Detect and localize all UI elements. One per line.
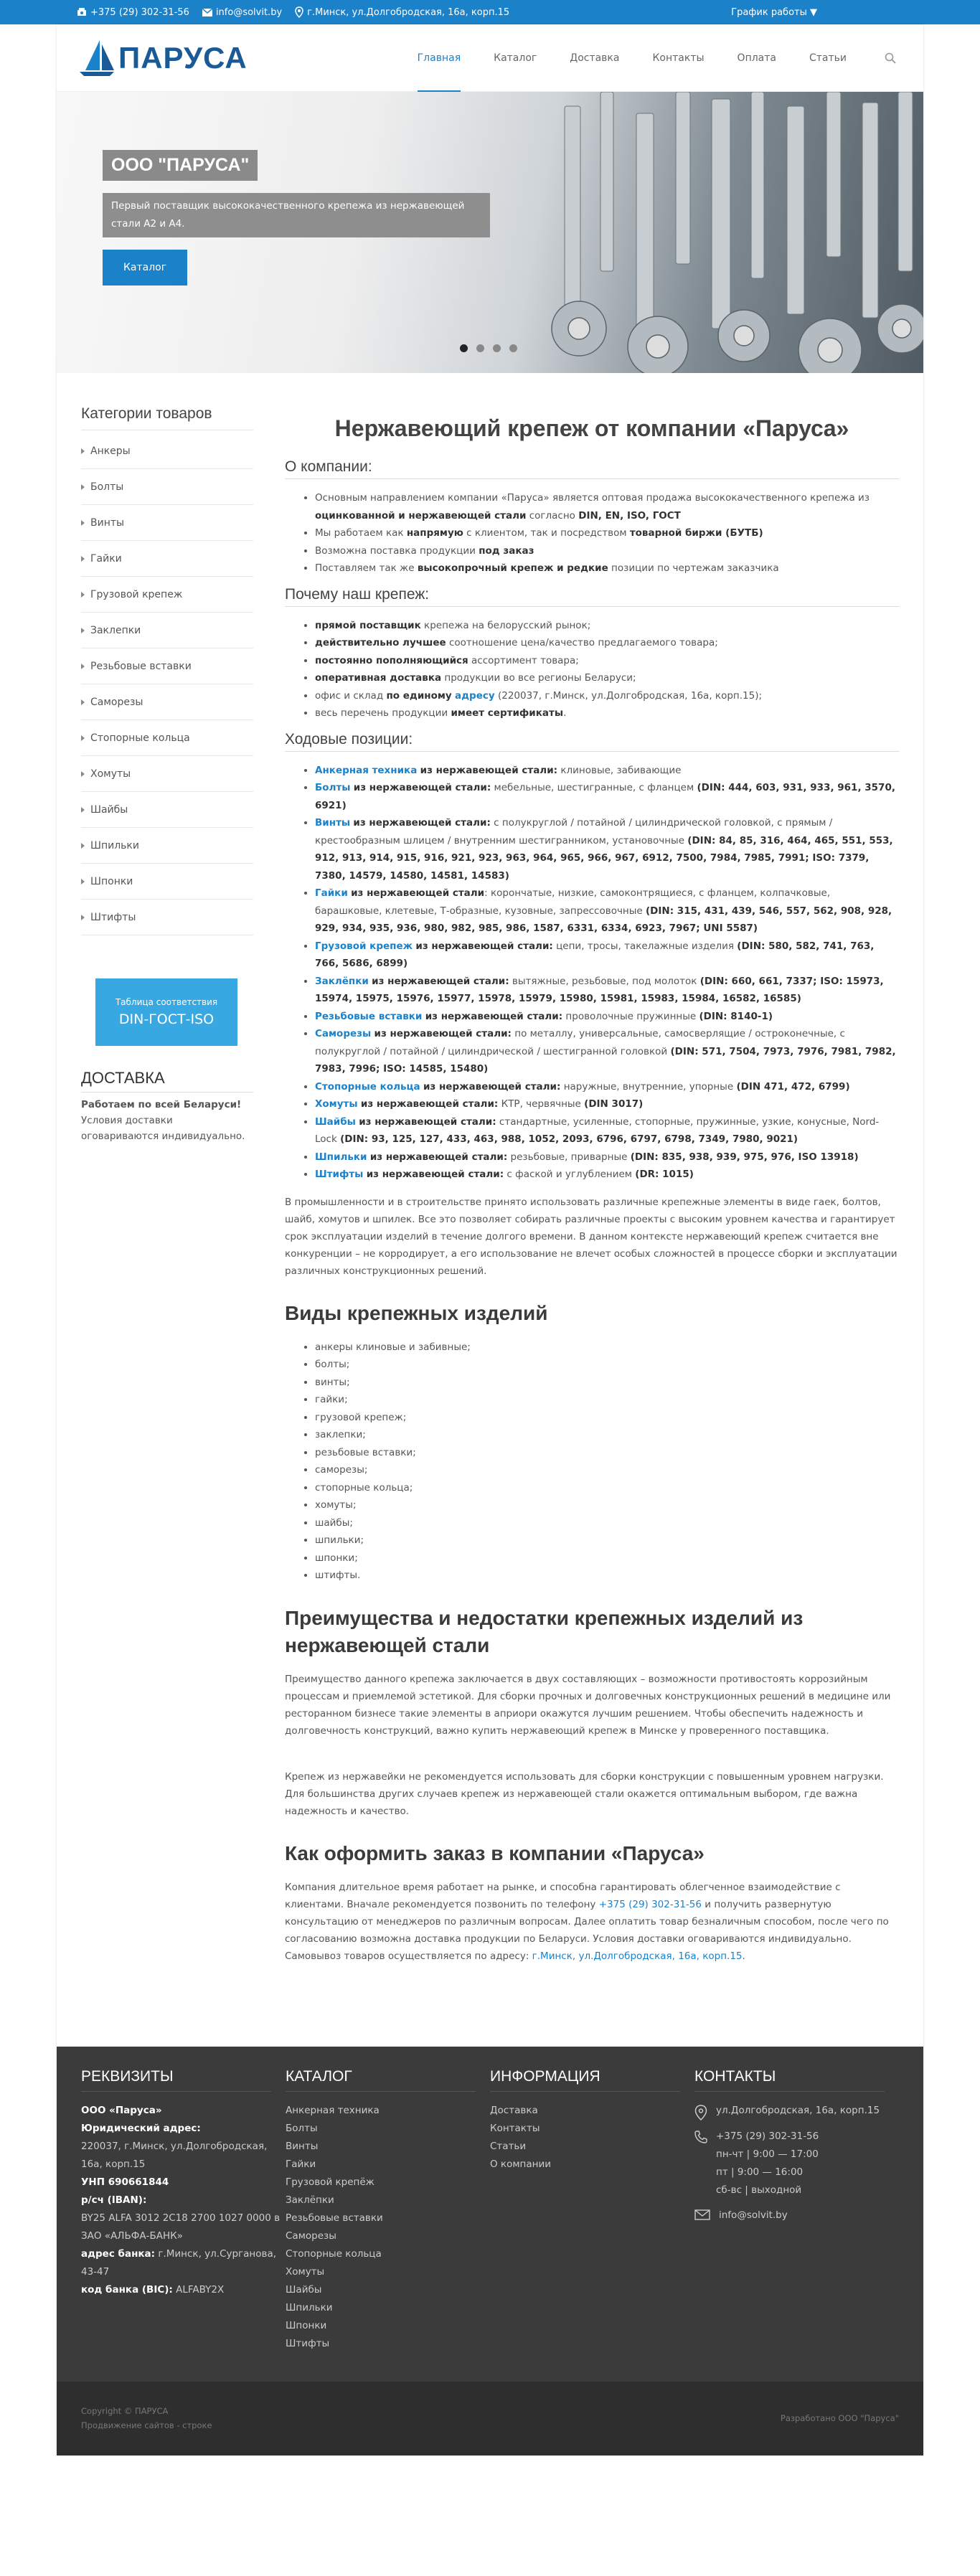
envelope-icon xyxy=(694,2209,710,2220)
developer-link[interactable]: Разработано ООО "Паруса" xyxy=(780,2413,899,2423)
link-bolts[interactable]: Болты xyxy=(315,782,351,793)
nav-contacts[interactable]: Контакты xyxy=(652,52,705,64)
contact-email xyxy=(694,2207,899,2224)
slider-dot[interactable] xyxy=(476,344,484,352)
footer-catalog-link[interactable]: Штифты xyxy=(286,2337,330,2349)
phone-icon xyxy=(77,8,87,16)
contact-phone-link[interactable]: +375 (29) 302-31-56 xyxy=(716,2130,819,2142)
nav-articles[interactable]: Статьи xyxy=(809,52,847,64)
positions-title: Ходовые позиции: xyxy=(285,731,899,752)
hero-slider xyxy=(57,92,923,373)
sidebar-item-washers[interactable]: Шайбы xyxy=(81,792,253,828)
footer xyxy=(57,2047,923,2382)
map-pin-icon xyxy=(295,6,303,18)
list-item: • Саморезы из нержавеющей стали: по металлу, универсальные, самосверлящие / остроконечные, с полукруглой / потайной / цилиндрической / шестигранной головкой (DIN: 571, 7504, 7973, 7976, 7981, 7982, 7983, 7996; ISO: 14585, 15480) xyxy=(315,1025,899,1078)
list-item: • грузовой крепеж; xyxy=(315,1409,899,1427)
req-iban-label: р/сч (IBAN): xyxy=(81,2194,147,2206)
bottom-bar xyxy=(57,2382,923,2455)
req-unp: УНП 690661844 xyxy=(81,2176,169,2188)
pros-title: Преимущества и недостатки крепежных изделий из нержавеющей стали xyxy=(285,1606,804,1656)
sidebar-item-retaining-rings[interactable]: Стопорные кольца xyxy=(81,720,253,756)
contact-hours-3: сб-вс | выходной xyxy=(716,2184,802,2196)
list-item: • Мы работаем как напрямую с клиентом, так и посредством товарной биржи (БУТБ) xyxy=(315,524,899,542)
list-item: • Основным направлением компании «Паруса» является оптовая продажа высококачественного крепежа из оцинкованной и нержавеющей стали согласно DIN, EN, ISO, ГОСТ xyxy=(315,489,899,524)
footer-catalog-link[interactable]: Винты xyxy=(286,2140,319,2152)
slider-dot[interactable] xyxy=(493,344,501,352)
list-item: • Болты из нержавеющей стали: мебельные, шестигранные, с фланцем (DIN: 444, 603, 931, 933, 961, 3570, 6921) xyxy=(315,779,899,814)
order-title: Как оформить заказ в компании «Паруса» xyxy=(285,1841,705,1864)
sidebar-item-pins[interactable]: Штифты xyxy=(81,900,253,935)
slider-dots xyxy=(460,344,517,352)
list-item: • гайки; xyxy=(315,1391,899,1409)
footer-info-link[interactable]: Контакты xyxy=(490,2122,540,2134)
why-title: Почему наш крепеж: xyxy=(285,586,899,607)
phone-icon xyxy=(694,2131,707,2143)
link-nuts[interactable]: Гайки xyxy=(315,887,348,899)
order-text-1: Компания длительное время работает на рынке, и способна гарантировать облегченное взаимодействие с клиентами. Вначале рекомендуется позвонить по телефону xyxy=(285,1881,841,1910)
footer-catalog-link[interactable]: Стопорные кольца xyxy=(286,2247,382,2260)
list-item: • штифты. xyxy=(315,1567,899,1585)
req-bic-label: код банка (BIC): xyxy=(81,2283,173,2296)
envelope-icon xyxy=(202,9,212,16)
header xyxy=(57,24,923,92)
link-washers[interactable]: Шайбы xyxy=(315,1115,356,1128)
link-studs[interactable]: Шпильки xyxy=(315,1151,367,1163)
footer-catalog-link[interactable]: Грузовой крепёж xyxy=(286,2176,374,2188)
about-list xyxy=(285,489,899,577)
topbar-phone[interactable] xyxy=(77,7,189,18)
req-bic: ALFABY2X xyxy=(172,2283,225,2296)
list-item: • прямой поставщик крепежа на белорусский рынок; xyxy=(315,617,899,635)
footer-info-link[interactable]: Доставка xyxy=(490,2104,538,2116)
list-item: • весь перечень продукции имеет сертификаты. xyxy=(315,704,899,722)
req-iban: BY25 ALFA 3012 2C18 2700 1027 0000 в ЗАО «АЛЬФА-БАНК» xyxy=(81,2212,281,2242)
list-item: • шпонки; xyxy=(315,1549,899,1567)
order-text-end: . xyxy=(742,1950,745,1962)
footer-contacts xyxy=(694,2068,899,2353)
sidebar-item-clamps[interactable]: Хомуты xyxy=(81,756,253,792)
req-bank: г.Минск, ул.Сурганова, 43-47 xyxy=(81,2247,277,2278)
hero-text: Первый поставщик высококачественного крепежа из нержавеющей стали А2 и А4. xyxy=(103,193,490,237)
footer-catalog-link[interactable]: Заклёпки xyxy=(286,2194,334,2206)
topbar xyxy=(0,0,980,24)
search-button[interactable] xyxy=(885,52,896,64)
link-self-tapping[interactable]: Саморезы xyxy=(315,1028,372,1039)
about-title: О компании: xyxy=(285,458,899,479)
list-item: • Штифты из нержавеющей стали: с фаской и углублением (DR: 1015) xyxy=(315,1166,899,1184)
list-item: • Шпильки из нержавеющей стали: резьбовые, приварные (DIN: 835, 938, 939, 975, 976, ISO 13918) xyxy=(315,1148,899,1166)
delivery-bold: Работаем по всей Беларуси! xyxy=(81,1099,242,1110)
sidebar xyxy=(81,405,253,1975)
main-nav xyxy=(401,24,863,92)
link-inserts[interactable]: Резьбовые вставки xyxy=(315,1010,423,1022)
topbar-phone-text: +375 (29) 302-31-56 xyxy=(90,6,189,18)
link-clamps[interactable]: Хомуты xyxy=(315,1098,358,1110)
content xyxy=(57,373,923,2047)
list-item: • анкеры клиновые и забивные; xyxy=(315,1339,899,1357)
req-company: ООО «Паруса» xyxy=(81,2104,162,2116)
order-text-2: и получить развернутую консультацию от менеджеров по различным вопросам. Далее оплатить товар безналичным способом, после чего по согласованию возможна доставка продукции по Беларуси. Условия доставки оговариваются индивидуально. Самовывоз товаров осуществляется по адресу: xyxy=(285,1898,889,1962)
contact-hours-2: пт | 9:00 — 16:00 xyxy=(716,2166,804,2178)
req-addr: 220037, г.Минск, ул.Долгобродская, 16а, корп.15 xyxy=(81,2140,268,2170)
req-bank-label: адрес банка: xyxy=(81,2247,156,2260)
sidebar-item-self-tapping[interactable]: Саморезы xyxy=(81,684,253,720)
footer-contacts-title: КОНТАКТЫ xyxy=(694,2068,885,2092)
footer-catalog-link[interactable]: Хомуты xyxy=(286,2265,325,2278)
page xyxy=(57,24,923,2455)
page-title: Нержавеющий крепеж от компании «Парусa» xyxy=(334,415,849,441)
list-item: • резьбовые вставки; xyxy=(315,1444,899,1462)
list-item: • Шайбы из нержавеющей стали: стандартные, усиленные, стопорные, пружинные, узкие, конусные, Nord-Lock (DIN: 93, 125, 127, 433, 463, 988, 1052, 2093, 6796, 6797, 6798, 7349, 7980, 9021) xyxy=(315,1113,899,1148)
list-item: • стопорные кольца; xyxy=(315,1479,899,1497)
contact-address-text: ул.Долгобродская, 16а, корп.15 xyxy=(716,2104,880,2116)
bolts-image xyxy=(522,92,923,373)
pros-paragraph-1: Преимущество данного крепежа заключается в двух составляющих – возможности противостоять коррозийным процессам и приемлемой эстетикой. Для сборки прочных и долговечных конструкционных решений в медицине или ресторанном бизнесе такие элементы в априори окажутся лучшим решением. Чтобы обеспечить надежность и долговечность конструкций, важно купить нержавеющий крепеж в Минске у проверенного поставщика. xyxy=(285,1673,891,1737)
list-item: • Резьбовые вставки из нержавеющей стали: проволочные пружинные (DIN: 8140-1) xyxy=(315,1008,899,1026)
link-pins[interactable]: Штифты xyxy=(315,1169,364,1180)
footer-info-link[interactable]: Статьи xyxy=(490,2140,527,2152)
sidebar-item-inserts[interactable]: Резьбовые вставки xyxy=(81,648,253,684)
delivery-block xyxy=(81,1069,253,1144)
footer-catalog-link[interactable]: Болты xyxy=(286,2122,318,2134)
delivery-title: ДОСТАВКА xyxy=(81,1069,253,1093)
intro-paragraph: В промышленности и в строительстве принято использовать различные крепежные элементы в виде гаек, болтов, шайб, хомутов и шпилек. Все это позволяет собирать различные проекты с высоким уровнем качества и гарантирует срок эксплуатации изделий в течение долгого времени. В данном контексте нержавеющий крепеж считается вне конкуренции – не корродирует, а его использование не влечет особых сложностей в процессе сборки и эксплуатации различных конструкционных решений. xyxy=(285,1196,897,1277)
list-item: • заклепки; xyxy=(315,1426,899,1444)
slider-dot[interactable] xyxy=(460,344,468,352)
logo-text: ПАРУСА xyxy=(118,40,248,75)
sidebar-item-cargo[interactable]: Грузовой крепеж xyxy=(81,577,253,613)
list-item: • болты; xyxy=(315,1356,899,1374)
sidebar-item-nuts[interactable]: Гайки xyxy=(81,541,253,577)
list-item: • хомуты; xyxy=(315,1496,899,1514)
copyright: Copyright © ПАРУСА xyxy=(81,2406,169,2416)
list-item: • винты; xyxy=(315,1374,899,1392)
footer-info-title: ИНФОРМАЦИЯ xyxy=(490,2068,680,2092)
sail-logo-icon xyxy=(78,39,116,77)
list-item: • оперативная доставка продукции во все регионы Беларуси; xyxy=(315,669,899,687)
topbar-address xyxy=(295,6,509,18)
nav-home[interactable]: Главная xyxy=(401,24,477,92)
order-paragraph xyxy=(285,1879,899,1965)
list-item: • офис и склад по единому адресу (220037, г.Минск, ул.Долгобродская, 16а, корп.15); xyxy=(315,687,899,705)
list-item: • Винты из нержавеющей стали: с полукруглой / потайной / цилиндрической головкой, с прямым / крестообразным шлицем / внутренним шестигранником, установочные (DIN: 84, 85, 316, 464, 465, 551, 553, 912, 913, 914, 915, 916, 921, 923, 963, 964, 965, 966, 967, 6912, 7500, 7984, 7985, 7991; ISO: 7379, 7380, 14579, 14580, 14581, 14583) xyxy=(315,814,899,884)
gost-line2: DIN-ГОСТ-ISO xyxy=(118,1011,215,1027)
types-title: Виды крепежных изделий xyxy=(285,1301,548,1324)
footer-requisites xyxy=(81,2068,286,2353)
req-addr-label: Юридический адрес: xyxy=(81,2122,201,2134)
gost-line1: Таблица соответствия xyxy=(115,997,218,1007)
pros-paragraph-2: Крепеж из нержавейки не рекомендуется использовать для сборки конструкции с повышенным уровнем нагрузки. Для большинства других случаев крепеж из нержавеющей стали окажется оптимальным выбором, где важна надежность и качество. xyxy=(285,1770,884,1817)
list-item: • Стопорные кольца из нержавеющей стали: наружные, внутренние, упорные (DIN 471, 472, 6799) xyxy=(315,1078,899,1096)
hero-catalog-button[interactable]: Каталог xyxy=(103,250,187,286)
list-item: • Заклёпки из нержавеющей стали: вытяжные, резьбовые, под молоток (DIN: 660, 661, 7337; ISO: 15973, 15974, 15975, 15976, 15977, 15978, 15979, 15980, 15981, 15983, 15984, 16582, 16585) xyxy=(315,973,899,1008)
sidebar-item-screws[interactable]: Винты xyxy=(81,505,253,541)
link-anchor[interactable]: Анкерная техника xyxy=(315,764,418,776)
address-link[interactable]: адресу xyxy=(455,689,495,702)
contact-hours-1: пн-чт | 9:00 — 17:00 xyxy=(716,2148,819,2160)
sidebar-title: Категории товаров xyxy=(81,405,253,430)
footer-info xyxy=(490,2068,694,2353)
why-list xyxy=(285,617,899,722)
footer-catalog xyxy=(286,2068,490,2353)
hero-title: ООО "ПАРУСА" xyxy=(103,150,258,181)
list-item: • Грузовой крепеж из нержавеющей стали: цепи, тросы, такелажные изделия (DIN: 580, 582, 741, 763, 766, 5686, 6899) xyxy=(315,938,899,973)
slider-dot[interactable] xyxy=(509,344,517,352)
footer-catalog-link[interactable]: Гайки xyxy=(286,2158,316,2170)
list-item: • Возможна поставка продукции под заказ xyxy=(315,542,899,560)
link-rivets[interactable]: Заклёпки xyxy=(315,975,369,987)
topbar-email[interactable] xyxy=(202,7,282,18)
list-item: • постоянно пополняющийся ассортимент товара; xyxy=(315,652,899,670)
footer-requisites-title: РЕКВИЗИТЫ xyxy=(81,2068,271,2092)
link-screws[interactable]: Винты xyxy=(315,817,351,829)
footer-catalog-link[interactable]: Анкерная техника xyxy=(286,2104,380,2116)
list-item: • Гайки из нержавеющей стали: корончатые, низкие, самоконтрящиеся, с фланцем, колпачковые, барашковые, клетевые, Т-образные, кузовные, запрессовочные (DIN: 315, 431, 439, 546, 557, 562, 908, 928, 929, 934, 935, 936, 980, 982, 985, 986, 1587, 6331, 6334, 6923, 7967; UNI 5587) xyxy=(315,884,899,938)
link-rings[interactable]: Стопорные кольца xyxy=(315,1080,420,1093)
topbar-address-text: г.Минск, ул.Долгобродская, 16а, корп.15 xyxy=(307,6,510,18)
footer-catalog-link[interactable]: Шайбы xyxy=(286,2283,322,2296)
footer-catalog-link[interactable]: Шпонки xyxy=(286,2319,327,2331)
sidebar-item-rivets[interactable]: Заклепки xyxy=(81,613,253,648)
list-item: • Анкерная техника из нержавеющей стали: клиновые, забивающие xyxy=(315,762,899,780)
schedule-dropdown[interactable]: График работы ▼ xyxy=(731,6,817,18)
contact-address xyxy=(694,2102,899,2120)
footer-catalog-link[interactable]: Шпильки xyxy=(286,2301,333,2313)
list-item: • Поставляем так же высокопрочный крепеж и редкие позиции по чертежам заказчика xyxy=(315,560,899,577)
nav-catalog[interactable]: Каталог xyxy=(494,52,537,64)
footer-catalog-link[interactable]: Саморезы xyxy=(286,2230,336,2242)
nav-delivery[interactable]: Доставка xyxy=(570,52,620,64)
gost-table-button[interactable] xyxy=(95,978,237,1046)
contact-email-link[interactable]: info@solvit.by xyxy=(719,2209,788,2221)
types-list xyxy=(285,1339,899,1585)
main-content xyxy=(285,405,899,1975)
list-item: • саморезы; xyxy=(315,1461,899,1479)
order-address-link[interactable]: г.Минск, ул.Долгобродская, 16а, корп.15 xyxy=(532,1950,743,1962)
footer-catalog-link[interactable]: Резьбовые вставки xyxy=(286,2212,383,2224)
order-phone-link[interactable]: +375 (29) 302-31-56 xyxy=(598,1898,702,1910)
list-item: • шпильки; xyxy=(315,1532,899,1549)
promo-link[interactable]: Продвижение сайтов - строке xyxy=(81,2420,212,2430)
positions-list xyxy=(285,762,899,1184)
footer-catalog-title: КАТАЛОГ xyxy=(286,2068,476,2092)
list-item: • Хомуты из нержавеющей стали: КТР, червячные (DIN 3017) xyxy=(315,1095,899,1113)
nav-payment[interactable]: Оплата xyxy=(737,52,776,64)
link-cargo[interactable]: Грузовой крепеж xyxy=(315,940,413,952)
sidebar-item-anchors[interactable]: Анкеры xyxy=(81,433,253,469)
list-item: • шайбы; xyxy=(315,1514,899,1532)
sidebar-item-bolts[interactable]: Болты xyxy=(81,469,253,505)
delivery-text: Условия доставки оговариваются индивидуально. xyxy=(81,1115,245,1142)
map-pin-icon xyxy=(694,2105,707,2120)
topbar-email-text: info@solvit.by xyxy=(215,6,283,18)
logo[interactable] xyxy=(78,39,248,77)
sidebar-item-studs[interactable]: Шпильки xyxy=(81,828,253,864)
search-icon xyxy=(885,52,896,64)
list-item: • действительно лучшее соотношение цена/качество предлагаемого товара; xyxy=(315,634,899,652)
contact-phone xyxy=(694,2128,899,2199)
sidebar-item-keys[interactable]: Шпонки xyxy=(81,864,253,900)
footer-info-link[interactable]: О компании xyxy=(490,2158,551,2170)
